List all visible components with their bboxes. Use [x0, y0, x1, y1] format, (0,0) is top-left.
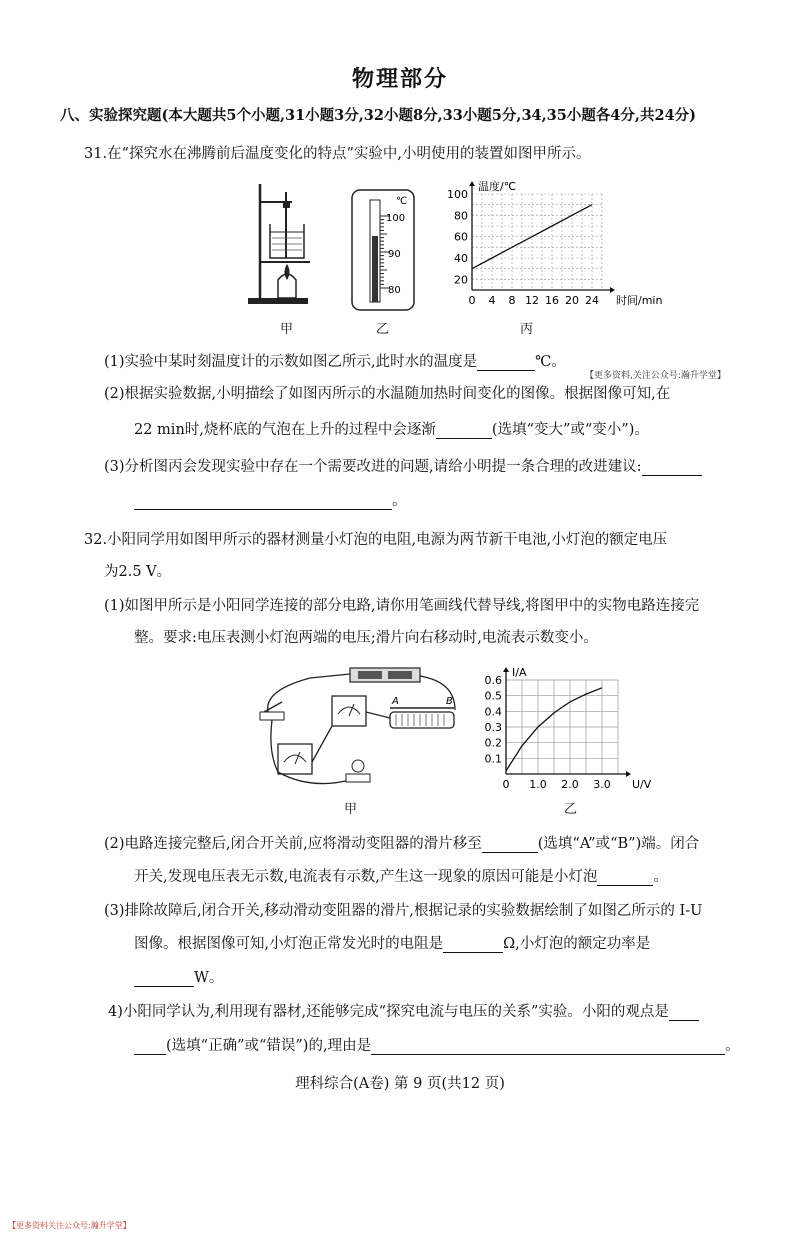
- q32-part2-line2: 开关,发现电压表无示数,电流表有示数,产生这一现象的原因可能是小灯泡 。: [134, 869, 668, 885]
- q32-part3-line3: W。: [134, 966, 223, 987]
- q31-part2-line1: (2)根据实验数据,小明描绘了如图丙所示的水温随加热时间变化的图像。根据图像可知,在: [104, 386, 671, 402]
- voltmeter: [278, 744, 312, 774]
- q31-part3-line1: (3)分析图丙会发现实验中存在一个需要改进的问题,请给小明提一条合理的改进建议:: [104, 455, 702, 476]
- x-axis-label: U/V: [632, 778, 652, 791]
- q32-part3-line1: (3)排除故障后,闭合开关,移动滑动变阻器的滑片,根据记录的实验数据绘制了如图乙所示的 I-U: [104, 903, 703, 919]
- x-axis-arrow: [626, 771, 631, 777]
- q32-stem-line2: 为2.5 V。: [104, 564, 172, 580]
- x-tick-label: 20: [565, 294, 579, 307]
- x-axis-label: 时间/min: [616, 294, 663, 307]
- q32-part1-line2: 整。要求:电压表测小灯泡两端的电压;滑片向右移动时,电流表示数变小。: [134, 630, 598, 646]
- thermometer-figure: [350, 188, 416, 312]
- fig32-label-yi: 乙: [564, 802, 578, 817]
- q32-stem-line1: 32.小阳同学用如图甲所示的器材测量小灯泡的电阻,电源为两节新干电池,小灯泡的额定电压: [84, 532, 668, 548]
- q32-part4-line1: 4)小阳同学认为,利用现有器材,还能够完成“探究电流与电压的关系”实验。小阳的观点是: [108, 1000, 699, 1021]
- thermometer-tick-80: 80: [388, 285, 401, 296]
- y-tick-label: 0.2: [484, 736, 502, 750]
- lamp-bulb: [352, 760, 364, 772]
- wire: [271, 720, 278, 772]
- thermometer-tick-90: 90: [388, 249, 401, 260]
- bottom-watermark: 【更多资料关注公众号:瀚升学堂】: [8, 1221, 131, 1230]
- x-axis-arrow: [610, 287, 615, 293]
- x-tick-label: 2.0: [561, 778, 579, 791]
- section-header: 八、实验探究题(本大题共5个小题,31小题3分,32小题8分,33小题5分,34,35小题各4分,共24分): [60, 107, 697, 124]
- rheostat-label-b: B: [446, 696, 453, 707]
- wire: [366, 712, 390, 718]
- watermark-note: 【更多资料,关注公众号:瀚升学堂】: [585, 371, 726, 381]
- y-tick-label: 0.6: [484, 674, 502, 687]
- mercury-column: [372, 236, 378, 302]
- page-footer: 理科综合(A卷) 第 9 页(共12 页): [295, 1076, 505, 1092]
- temperature-time-chart: [440, 176, 690, 310]
- y-tick-label: 0.1: [484, 752, 502, 766]
- y-tick-label: 0.5: [484, 689, 502, 703]
- page-title: 物理部分: [351, 66, 448, 92]
- fig31-label-bing: 丙: [520, 322, 534, 337]
- q31-part1: (1)实验中某时刻温度计的示数如图乙所示,此时水的温度是 ℃。: [104, 354, 566, 370]
- x-tick-label: 4: [488, 294, 496, 307]
- x-tick-label: 0: [502, 778, 510, 791]
- q32-part3-line2: 图像。根据图像可知,小灯泡正常发光时的电阻是 Ω,小灯泡的额定功率是: [134, 936, 651, 952]
- y-tick-label: 60: [454, 230, 468, 244]
- rheostat-label-a: A: [392, 696, 399, 707]
- fig31-label-yi: 乙: [376, 322, 390, 337]
- boiling-apparatus-figure: [240, 180, 330, 310]
- stand-base: [248, 298, 308, 304]
- x-tick-label: 12: [525, 294, 539, 307]
- x-tick-label: 16: [545, 294, 559, 307]
- x-tick-label: 1.0: [529, 778, 547, 791]
- lamp-base: [346, 774, 370, 782]
- x-tick-label: 3.0: [593, 778, 611, 791]
- q31-stem: 31.在“探究水在沸腾前后温度变化的特点”实验中,小明使用的装置如图甲所示。: [84, 146, 591, 162]
- wire: [312, 726, 332, 762]
- circuit-figure: [250, 662, 470, 792]
- y-tick-label: 40: [454, 252, 468, 265]
- q32-part1-line1: (1)如图甲所示是小阳同学连接的部分电路,请你用笔画线代替导线,将图甲中的实物电路连接完: [104, 598, 700, 614]
- y-axis-label: 温度/℃: [478, 180, 517, 193]
- current-voltage-chart: [480, 660, 652, 794]
- switch: [260, 712, 284, 720]
- fig32-label-jia: 甲: [344, 802, 358, 817]
- y-tick-label: 20: [454, 273, 468, 287]
- thermometer-tick-100: 100: [386, 213, 406, 224]
- rheostat: [390, 712, 454, 728]
- y-axis-arrow: [469, 181, 475, 186]
- q32-part4-line2: (选填“正确”或“错误”)的,理由是 。: [134, 1034, 740, 1055]
- y-axis-label: I/A: [512, 666, 527, 679]
- q31-part3-line2: 。: [134, 489, 407, 510]
- fig31-label-jia: 甲: [280, 322, 294, 337]
- y-tick-label: 80: [454, 209, 468, 223]
- ammeter: [332, 696, 366, 726]
- x-tick-label: 0: [468, 294, 476, 307]
- y-tick-label: 0.3: [484, 721, 502, 734]
- x-tick-label: 24: [585, 294, 599, 307]
- y-tick-label: 100: [447, 188, 468, 201]
- thermometer-unit: ℃: [396, 196, 408, 207]
- y-tick-label: 0.4: [484, 705, 502, 719]
- q31-part2-line2: 22 min时,烧杯底的气泡在上升的过程中会逐渐 (选填“变大”或“变小”)。: [134, 422, 649, 438]
- y-axis-arrow: [503, 667, 509, 672]
- q32-part2-line1: (2)电路连接完整后,闭合开关前,应将滑动变阻器的滑片移至 (选填“A”或“B”)端。闭合: [104, 836, 700, 852]
- x-tick-label: 8: [508, 294, 516, 307]
